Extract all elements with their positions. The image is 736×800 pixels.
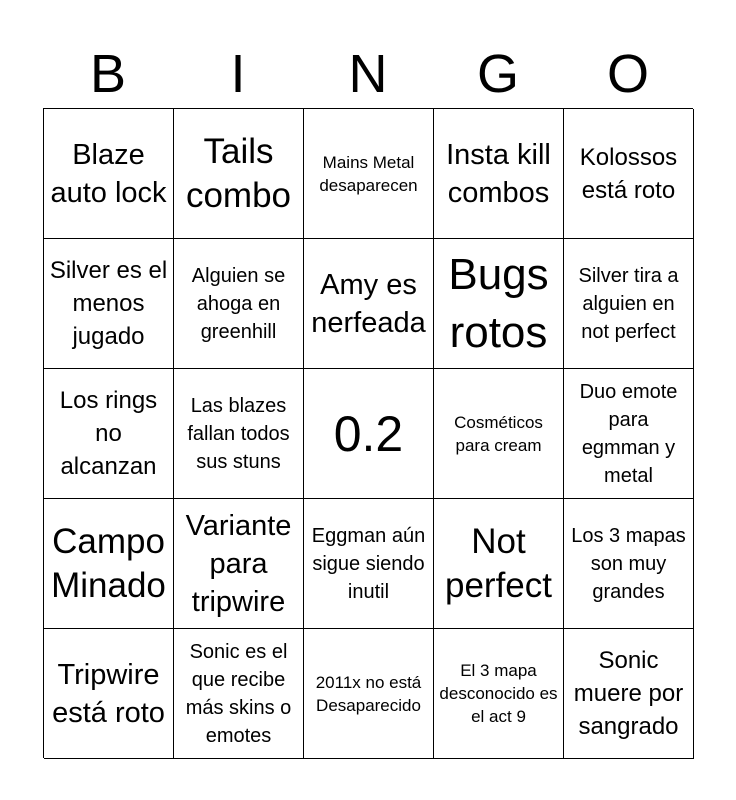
bingo-card-grid — [43, 108, 693, 758]
cell-text: Tails combo — [185, 131, 292, 215]
cell-text: Bugs rotos — [448, 249, 549, 357]
cell-text: Variante para tripwire — [185, 509, 292, 618]
cell-text: Blaze auto lock — [50, 138, 167, 209]
bingo-cell[interactable] — [564, 629, 694, 759]
cell-text: Sonic es el que recibe más skins o emotes — [185, 640, 292, 747]
bingo-cell[interactable] — [174, 239, 304, 369]
bingo-cell[interactable] — [434, 629, 564, 759]
bingo-cell[interactable] — [564, 369, 694, 499]
cell-text: Los rings no alcanzan — [59, 387, 158, 480]
bingo-cell[interactable] — [564, 109, 694, 239]
cell-text: Silver tira a alguien en not perfect — [578, 264, 679, 343]
header-letter-g: G — [476, 44, 519, 104]
cell-text: Not perfect — [445, 521, 552, 605]
bingo-cell[interactable] — [304, 109, 434, 239]
bingo-cell[interactable] — [564, 499, 694, 629]
bingo-cell[interactable] — [434, 499, 564, 629]
cell-text: Cosméticos para cream — [454, 412, 543, 455]
header-letter-o: O — [606, 44, 649, 104]
cell-text: Eggman aún sigue siendo inutil — [311, 524, 426, 603]
bingo-cell[interactable] — [304, 629, 434, 759]
cell-text: Duo emote para egmman y metal — [579, 380, 678, 487]
cell-text: Alguien se ahoga en greenhill — [191, 264, 286, 343]
free-space-cell[interactable] — [304, 369, 434, 499]
cell-text: Mains Metal desaparecen — [319, 152, 418, 195]
cell-text: Insta kill combos — [446, 138, 551, 209]
bingo-cell[interactable] — [44, 629, 174, 759]
bingo-cell[interactable] — [44, 499, 174, 629]
bingo-cell[interactable] — [304, 499, 434, 629]
bingo-cell[interactable] — [44, 109, 174, 239]
bingo-cell[interactable] — [174, 109, 304, 239]
cell-text: Campo Minado — [51, 521, 166, 605]
bingo-cell[interactable] — [44, 239, 174, 369]
bingo-cell[interactable] — [564, 239, 694, 369]
cell-text: Kolossos está roto — [579, 143, 678, 204]
bingo-cell[interactable] — [434, 369, 564, 499]
cell-text: Amy es nerfeada — [311, 268, 426, 339]
header-letter-n: N — [348, 44, 388, 104]
bingo-cell[interactable] — [174, 629, 304, 759]
cell-text: Tripwire está roto — [52, 658, 165, 729]
bingo-cell[interactable] — [304, 239, 434, 369]
cell-text: 0.2 — [333, 405, 404, 462]
bingo-cell[interactable] — [174, 499, 304, 629]
bingo-cell[interactable] — [434, 239, 564, 369]
cell-text: Las blazes fallan todos sus stuns — [187, 394, 290, 473]
cell-text: 2011x no está Desaparecido — [315, 672, 422, 715]
bingo-cell[interactable] — [174, 369, 304, 499]
header-letter-i: I — [230, 44, 246, 104]
cell-text: El 3 mapa desconocido es el act 9 — [439, 661, 558, 726]
cell-text: Sonic muere por sangrado — [573, 647, 684, 740]
bingo-header — [43, 40, 693, 108]
header-letter-b: B — [89, 44, 127, 104]
bingo-cell[interactable] — [434, 109, 564, 239]
bingo-cell[interactable] — [44, 369, 174, 499]
cell-text: Los 3 mapas son muy grandes — [571, 524, 686, 603]
cell-text: Silver es el menos jugado — [49, 257, 168, 350]
